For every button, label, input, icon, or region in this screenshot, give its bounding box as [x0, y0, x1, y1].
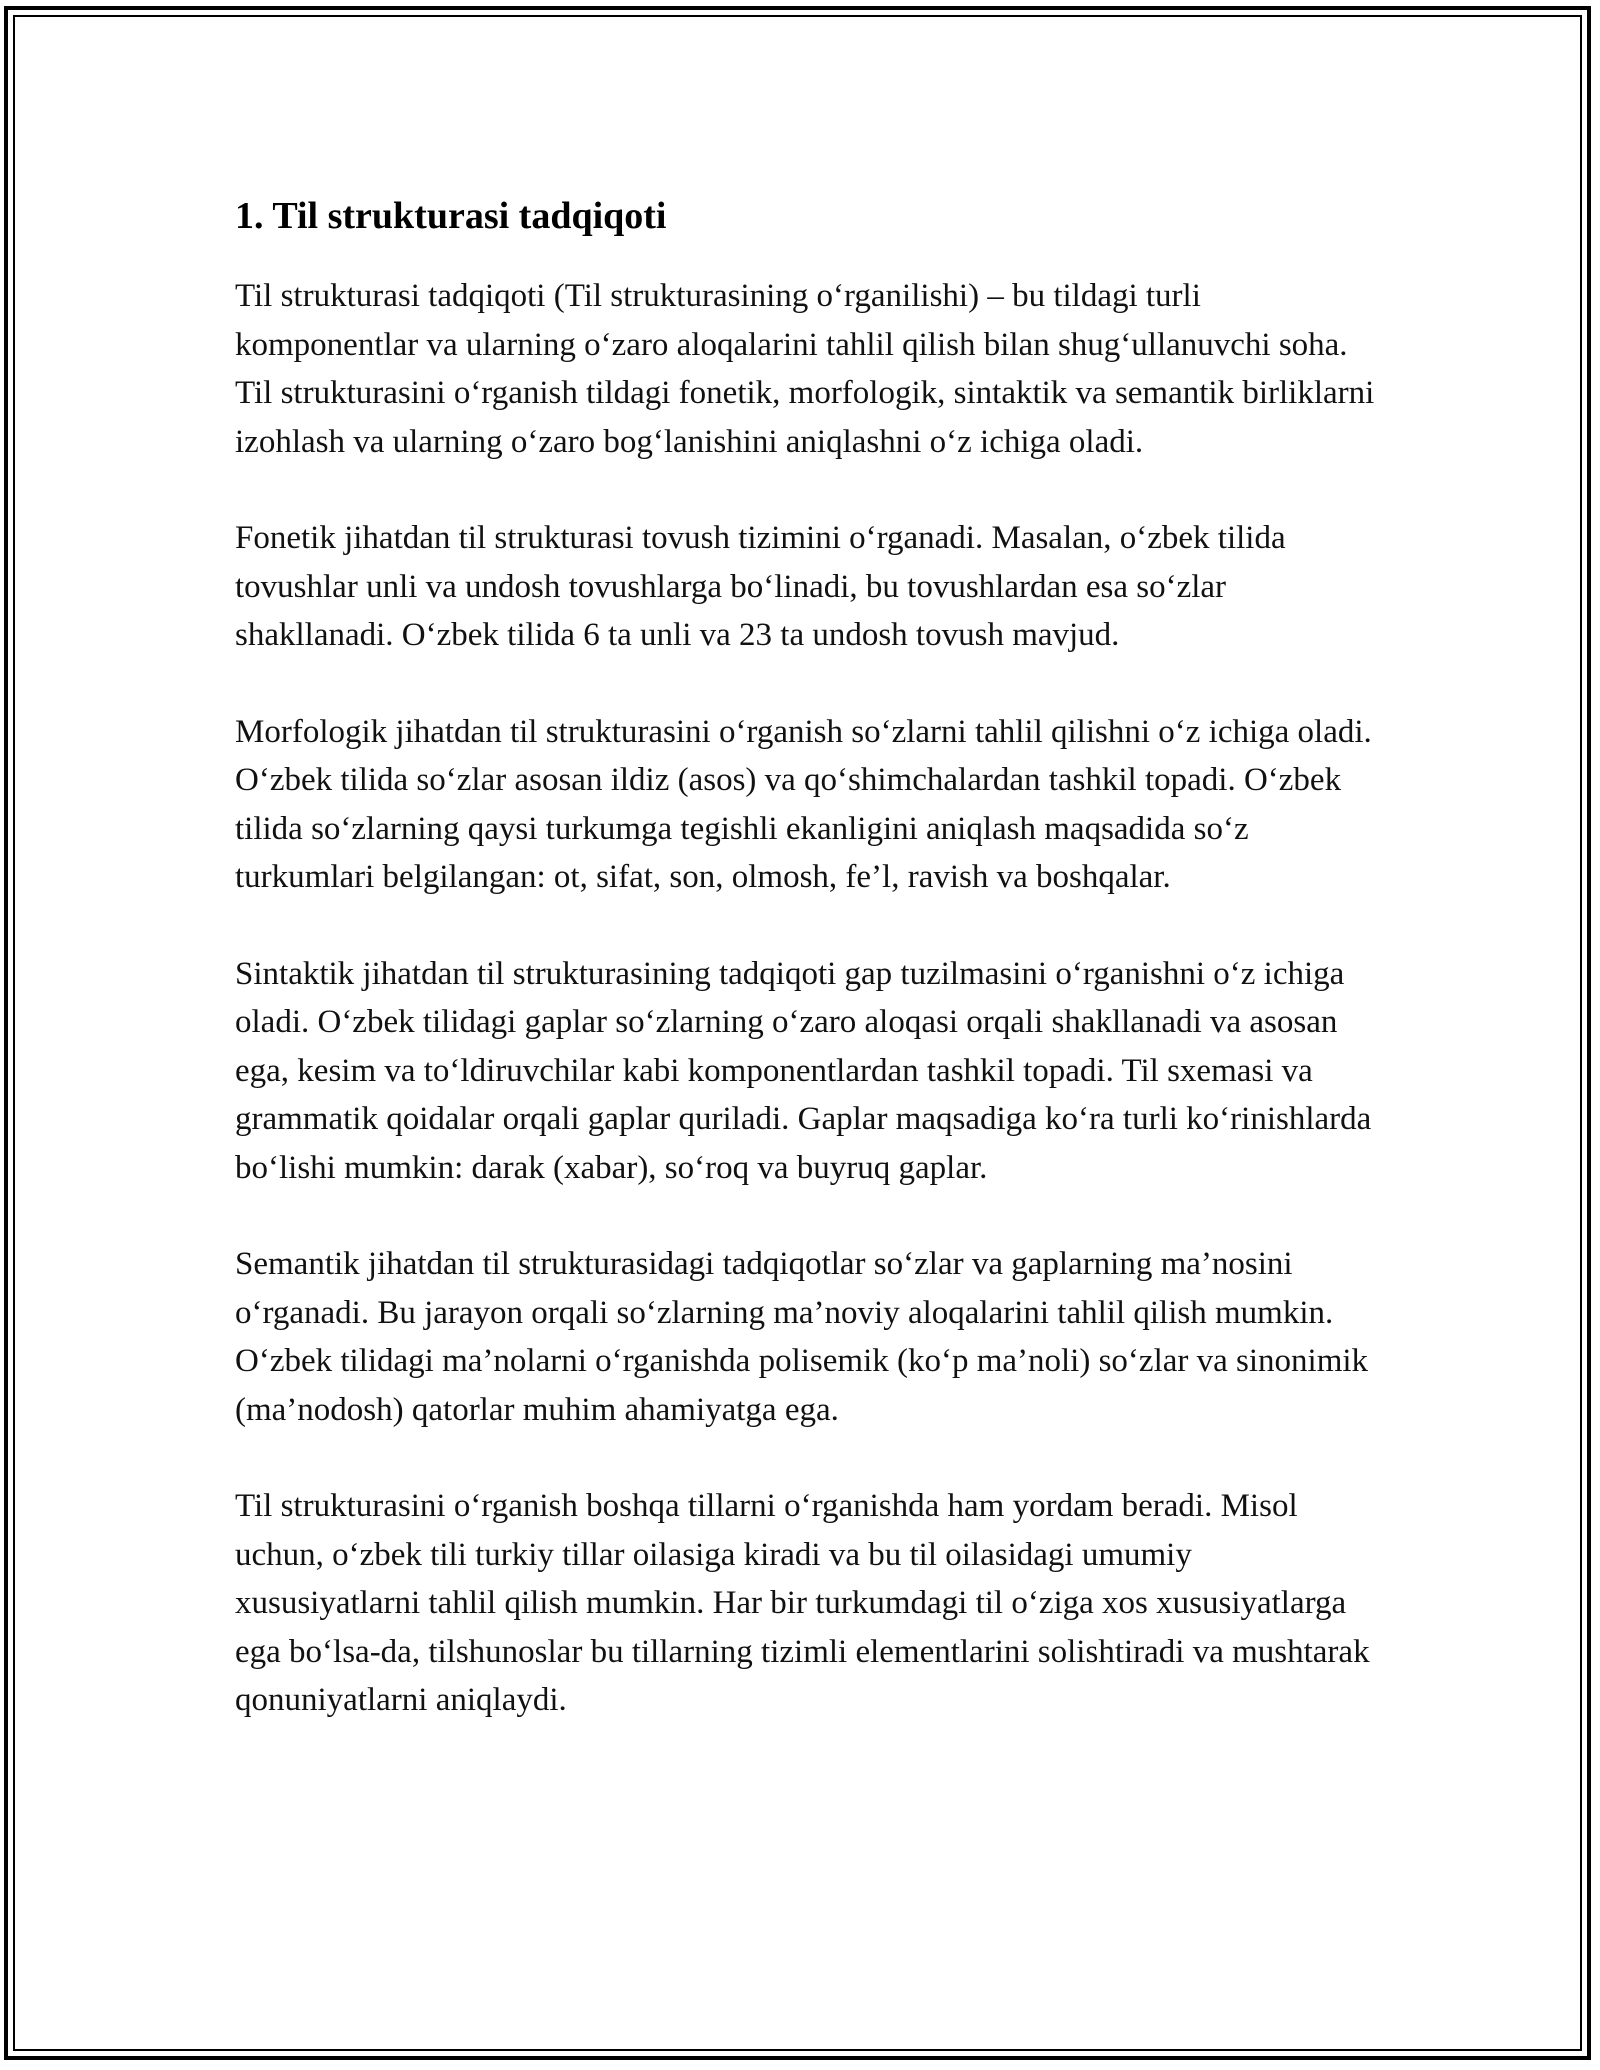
paragraph-comparative: Til strukturasini o‘rganish boshqa tillarni o‘rganishda ham yordam beradi. Misol uchun, o‘zbek tili turkiy tillar oilasiga kiradi va bu til oilasidagi umumiy xususiyatlarni tahlil qilish mumkin. Har bir turkumdagi til o‘ziga xos xususiyatlarga ega bo‘lsa-da, tilshunoslar bu tillarning tizimli elementlarini solishtiradi va mushtarak qonuniyatlarni aniqlaydi. — [235, 1488, 1370, 1718]
paragraph-phonetic: Fonetik jihatdan til strukturasi tovush tizimini o‘rganadi. Masalan, o‘zbek tilida tovushlar unli va undosh tovushlarga bo‘linadi, bu tovushlardan esa so‘zlar shakllanadi. O‘zbek tilida 6 ta unli va 23 ta undosh tovush mavjud. — [235, 520, 1286, 653]
section-heading: 1. Til strukturasi tadqiqoti — [235, 195, 667, 237]
paragraph-intro: Til strukturasi tadqiqoti (Til strukturasining o‘rganilishi) – bu tildagi turli komponentlar va ularning o‘zaro aloqalarini tahlil qilish bilan shug‘ullanuvchi soha. Til strukturasini o‘rganish tildagi fonetik, morfologik, sintaktik va semantik birliklarni izohlash va ularning o‘zaro bog‘lanishini aniqlashni o‘z ichiga oladi. — [235, 278, 1375, 460]
paragraph-syntactic: Sintaktik jihatdan til strukturasining tadqiqoti gap tuzilmasini o‘rganishni o‘z ichiga oladi. O‘zbek tilidagi gaplar so‘zlarning o‘zaro aloqasi orqali shakllanadi va asosan ega, kesim va to‘ldiruvchilar kabi komponentlardan tashkil topadi. Til sxemasi va grammatik qoidalar orqali gaplar quriladi. Gaplar maqsadiga ko‘ra turli ko‘rinishlarda bo‘lishi mumkin: darak (xabar), so‘roq va buyruq gaplar. — [235, 955, 1372, 1186]
document-body — [235, 188, 1375, 1773]
paragraph-morphological: Morfologik jihatdan til strukturasini o‘rganish so‘zlarni tahlil qilishni o‘z ichiga oladi. O‘zbek tilida so‘zlar asosan ildiz (asos) va qo‘shimchalardan tashkil topadi. O‘zbek tilida so‘zlarning qaysi turkumga tegishli ekanligini aniqlash maqsadida so‘z turkumlari belgilangan: ot, sifat, son, olmosh, fe’l, ravish va boshqalar. — [235, 713, 1372, 895]
paragraph-semantic: Semantik jihatdan til strukturasidagi tadqiqotlar so‘zlar va gaplarning ma’nosini o‘rganadi. Bu jarayon orqali so‘zlarning ma’noviy aloqalarini tahlil qilish mumkin. O‘zbek tilidagi ma’nolarni o‘rganishda polisemik (ko‘p ma’noli) so‘zlar va sinonimik (ma’nodosh) qatorlar muhim ahamiyatga ega. — [235, 1246, 1369, 1428]
